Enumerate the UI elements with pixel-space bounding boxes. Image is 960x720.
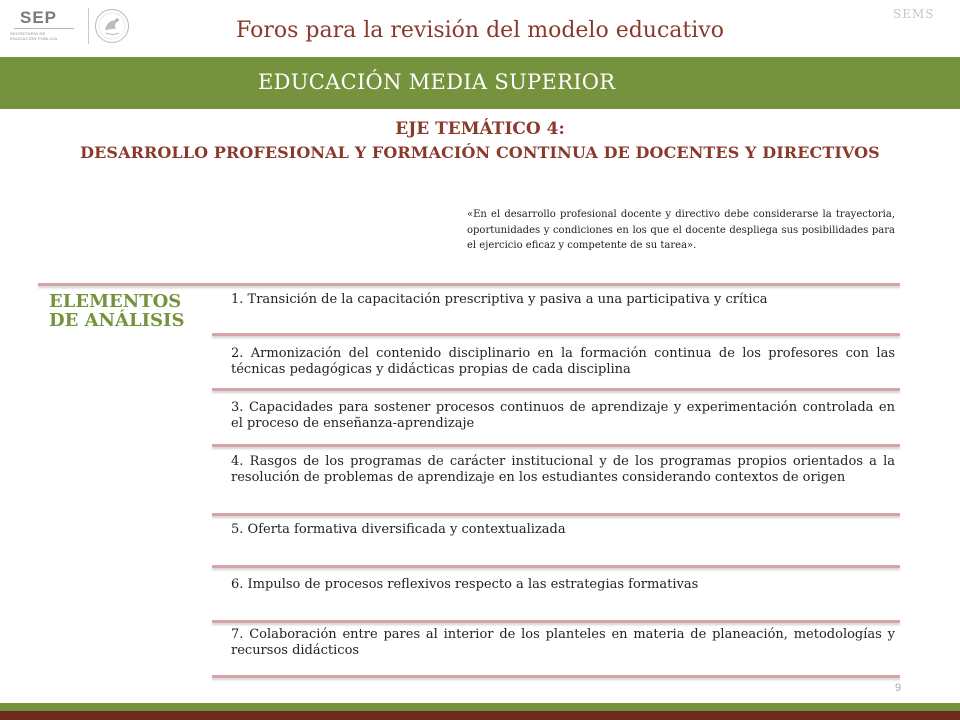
eje-heading-line2: DESARROLLO PROFESIONAL Y FORMACIÓN CONTINUA DE DOCENTES Y DIRECTIVOS (80, 143, 880, 162)
analysis-item-5: 5. Oferta formativa diversificada y contextualizada (231, 522, 566, 537)
section-band-title: EDUCACIÓN MEDIA SUPERIOR (258, 70, 616, 94)
elementos-label: ELEMENTOS DE ANÁLISIS (49, 291, 185, 331)
analysis-item-1: 1. Transición de la capacitación prescriptiva y pasiva a una participativa y crítica (231, 292, 768, 307)
footer-bar-green (0, 703, 960, 711)
divider-rule (212, 513, 900, 516)
page-title: Foros para la revisión del modelo educativo (236, 18, 724, 43)
footer-bar-brown (0, 711, 960, 720)
divider-rule (212, 388, 900, 391)
divider-rule (212, 675, 900, 678)
analysis-item-4: 4. Rasgos de los programas de carácter institucional y de los programas propios orientados a la resolución de problemas de aprendizaje en los estudiantes considerando contextos de origen (231, 454, 895, 485)
analysis-item-7: 7. Colaboración entre pares al interior de los planteles en materia de planeación, metodologías y recursos didácticos (231, 627, 895, 658)
page-number: 9 (895, 682, 902, 694)
quote-text: «En el desarrollo profesional docente y directivo debe considerarse la trayectoria, oportunidades y condiciones en los que el docente despliega sus posibilidades para el ejercicio eficaz y competente de su tarea». (467, 209, 895, 251)
divider-rule (38, 283, 900, 286)
divider-rule (212, 333, 900, 336)
logo-subtitle-line2: EDUCACIÓN PÚBLICA (10, 36, 58, 41)
analysis-item-6: 6. Impulso de procesos reflexivos respecto a las estrategias formativas (231, 577, 699, 592)
corner-label: SEMS (893, 7, 935, 21)
analysis-item-2: 2. Armonización del contenido disciplinario en la formación continua de los profesores con las técnicas pedagógicas y didácticas propias de cada disciplina (231, 346, 895, 377)
eje-heading-line1: EJE TEMÁTICO 4: (395, 119, 565, 139)
divider-rule (212, 444, 900, 447)
logo-subtitle-line1: SECRETARÍA DE (10, 31, 46, 36)
eje-heading (0, 118, 960, 164)
divider-rule (212, 620, 900, 623)
analysis-item-3: 3. Capacidades para sostener procesos continuos de aprendizaje y experimentación controlada en el proceso de enseñanza-aprendizaje (231, 400, 895, 431)
sep-logo-text: SEP (20, 8, 58, 27)
divider-rule (212, 565, 900, 568)
